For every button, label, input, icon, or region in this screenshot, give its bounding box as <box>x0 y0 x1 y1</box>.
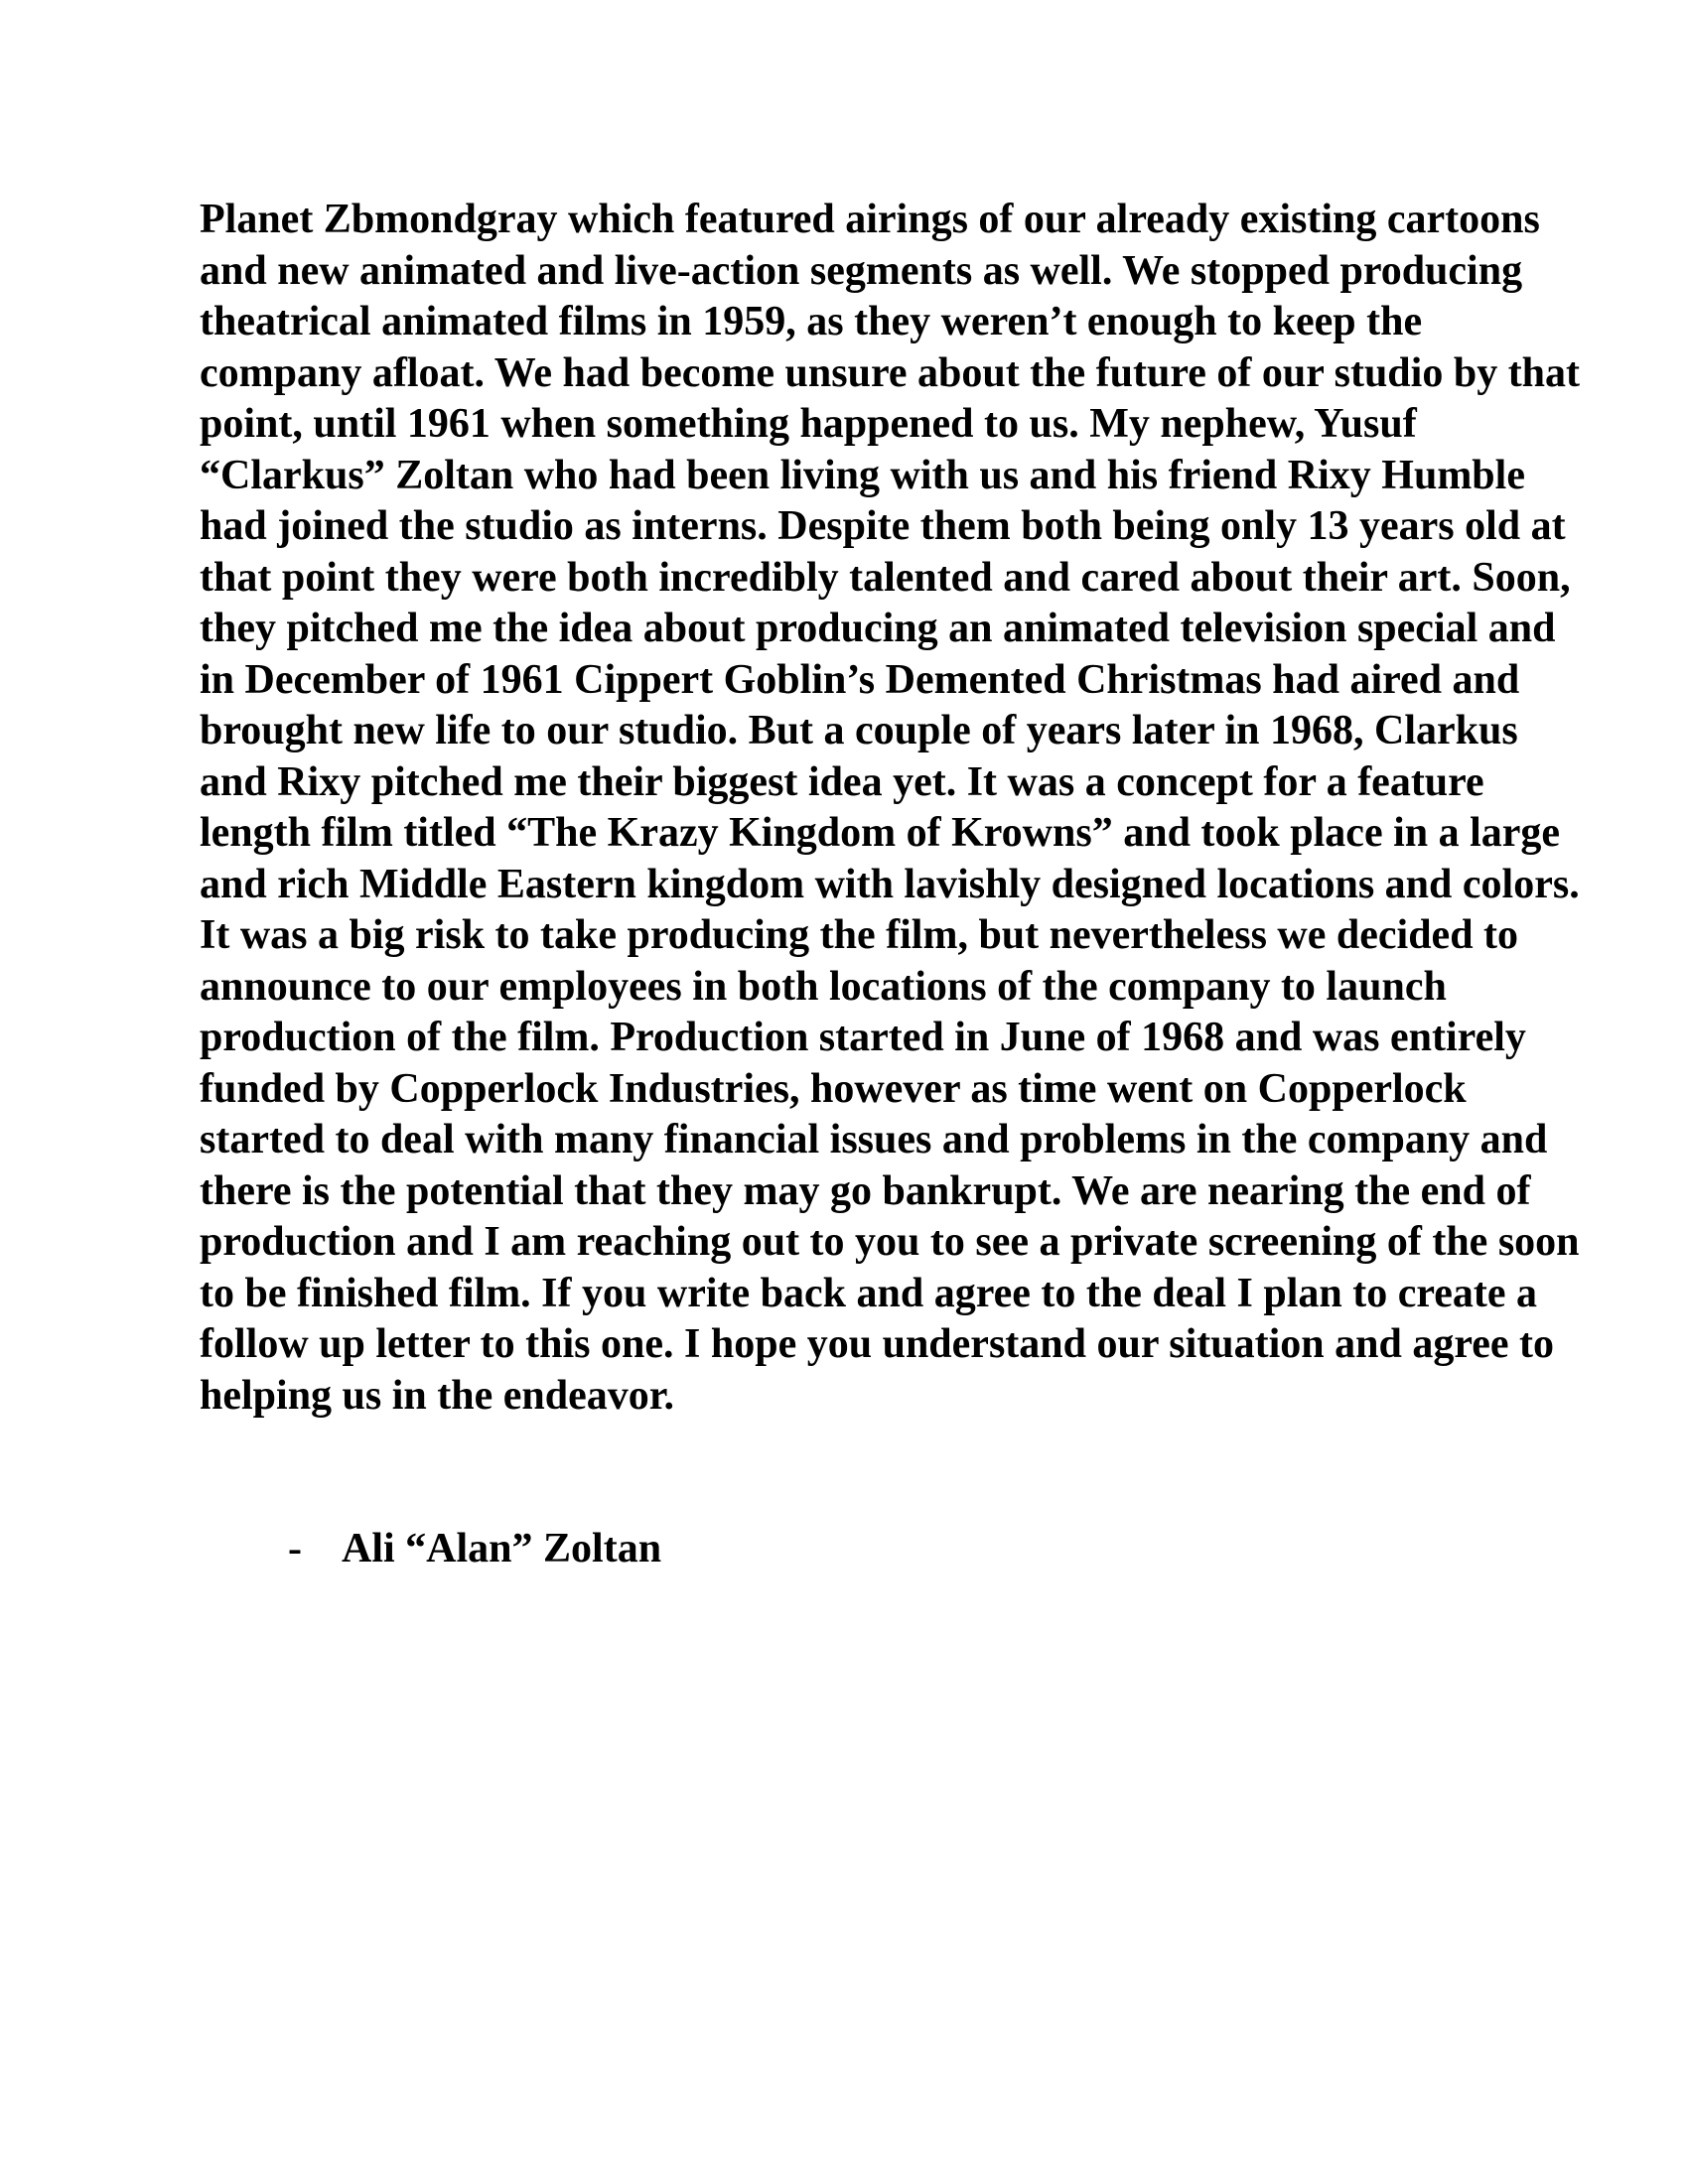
letter-line: production of the film. Production started in June of 1968 and was entirely <box>200 1015 1526 1060</box>
letter-line: to be finished film. If you write back and agree to the deal I plan to create a <box>200 1270 1538 1316</box>
letter-line: and new animated and live-action segments as well. We stopped producing <box>200 247 1523 294</box>
letter-line: that point they were both incredibly talented and cared about their art. Soon, <box>200 554 1571 601</box>
letter-line: announce to our employees in both locations of the company to launch <box>200 963 1447 1010</box>
letter-line: company afloat. We had become unsure about the future of our studio by that <box>200 349 1581 396</box>
letter-line: and Rixy pitched me their biggest idea yet. It was a concept for a feature <box>200 758 1484 805</box>
letter-line: there is the potential that they may go bankrupt. We are nearing the end of <box>200 1167 1531 1214</box>
letter-line: point, until 1961 when something happened to us. My nephew, Yusuf <box>200 401 1417 447</box>
letter-line: Planet Zbmondgray which featured airings of our already existing cartoons <box>200 197 1540 242</box>
letter-line: brought new life to our studio. But a couple of years later in 1968, Clarkus <box>200 708 1518 753</box>
letter-line: started to deal with many financial issues and problems in the company and <box>200 1117 1548 1162</box>
letter-line: funded by Copperlock Industries, however as time went on Copperlock <box>200 1065 1467 1112</box>
letter-line: and rich Middle Eastern kingdom with lavishly designed locations and colors. <box>200 861 1580 907</box>
signature-line <box>246 1472 661 1626</box>
letter-line: theatrical animated films in 1959, as they weren’t enough to keep the <box>200 299 1423 344</box>
letter-line: had joined the studio as interns. Despite them both being only 13 years old at <box>200 503 1566 549</box>
letter-body-text <box>200 195 1590 1422</box>
signature-dash: - <box>288 1525 302 1571</box>
letter-line: they pitched me the idea about producing an animated television special and <box>200 606 1556 651</box>
letter-line: in December of 1961 Cippert Goblin’s Demented Christmas had aired and <box>200 656 1520 703</box>
letter-line: helping us in the endeavor. <box>200 1372 675 1419</box>
letter-line: follow up letter to this one. I hope you understand our situation and agree to <box>200 1321 1554 1367</box>
letter-line: production and I am reaching out to you to see a private screening of the soon <box>200 1219 1580 1265</box>
letter-line: “Clarkus” Zoltan who had been living with us and his friend Rixy Humble <box>200 452 1525 498</box>
letter-line: length film titled “The Krazy Kingdom of Krowns” and took place in a large <box>200 810 1561 856</box>
letter-line: It was a big risk to take producing the film, but nevertheless we decided to <box>200 912 1519 958</box>
signature-name: Ali “Alan” Zoltan <box>342 1525 662 1571</box>
